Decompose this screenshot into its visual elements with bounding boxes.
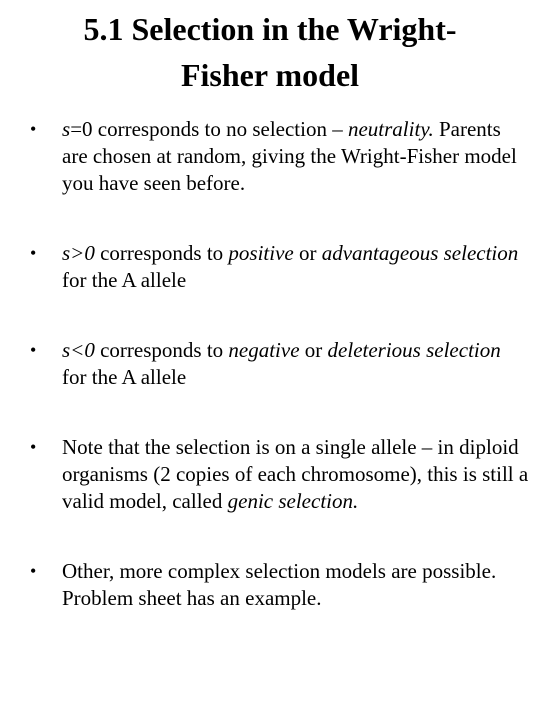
text-run: for the A allele [62, 365, 187, 389]
text-run: corresponds to [94, 241, 229, 265]
text-run: Note that the selection is on a single allele – in diploid organisms (2 copies of each chromosome), this is still a valid model, called [62, 435, 529, 513]
bullet-item [30, 116, 530, 197]
italic-text-run: s [62, 117, 71, 141]
text-run: corresponds to [94, 338, 229, 362]
italic-text-run: advantageous selection [321, 241, 519, 265]
bullet-text [62, 117, 517, 195]
bullet-dot: • [30, 437, 37, 457]
bullet-text [62, 338, 501, 389]
text-run: for the A allele [62, 268, 187, 292]
bullet-item [30, 337, 530, 391]
italic-text-run: positive [228, 241, 294, 265]
bullet-text [62, 435, 528, 513]
bullet-dot: • [30, 243, 37, 263]
italic-text-run: s>0 [62, 241, 95, 265]
title-line-2: Fisher model [180, 57, 360, 93]
title-line-1: 5.1 Selection in the Wright- [83, 11, 457, 47]
bullet-item [30, 240, 530, 294]
text-run: or [299, 338, 328, 362]
bullet-dot: • [30, 340, 37, 360]
slide-title [20, 6, 520, 98]
text-run: Parents are chosen at random, giving the Wright-Fisher model you have seen before. [62, 117, 517, 195]
bullet-text [62, 559, 496, 610]
text-run: or [293, 241, 322, 265]
bullet-dot: • [30, 561, 37, 581]
italic-text-run: s<0 [62, 338, 95, 362]
bullet-item [30, 558, 530, 612]
bullet-item [30, 434, 530, 515]
italic-text-run: neutrality. [347, 117, 434, 141]
text-run: =0 corresponds to no selection – [70, 117, 348, 141]
bullet-dot: • [30, 119, 37, 139]
italic-text-run: negative [228, 338, 300, 362]
italic-text-run: genic selection. [227, 489, 359, 513]
bullet-list [30, 116, 530, 612]
text-run: Other, more complex selection models are possible. Problem sheet has an example. [62, 559, 497, 610]
italic-text-run: deleterious selection [327, 338, 501, 362]
bullet-text [62, 241, 518, 292]
